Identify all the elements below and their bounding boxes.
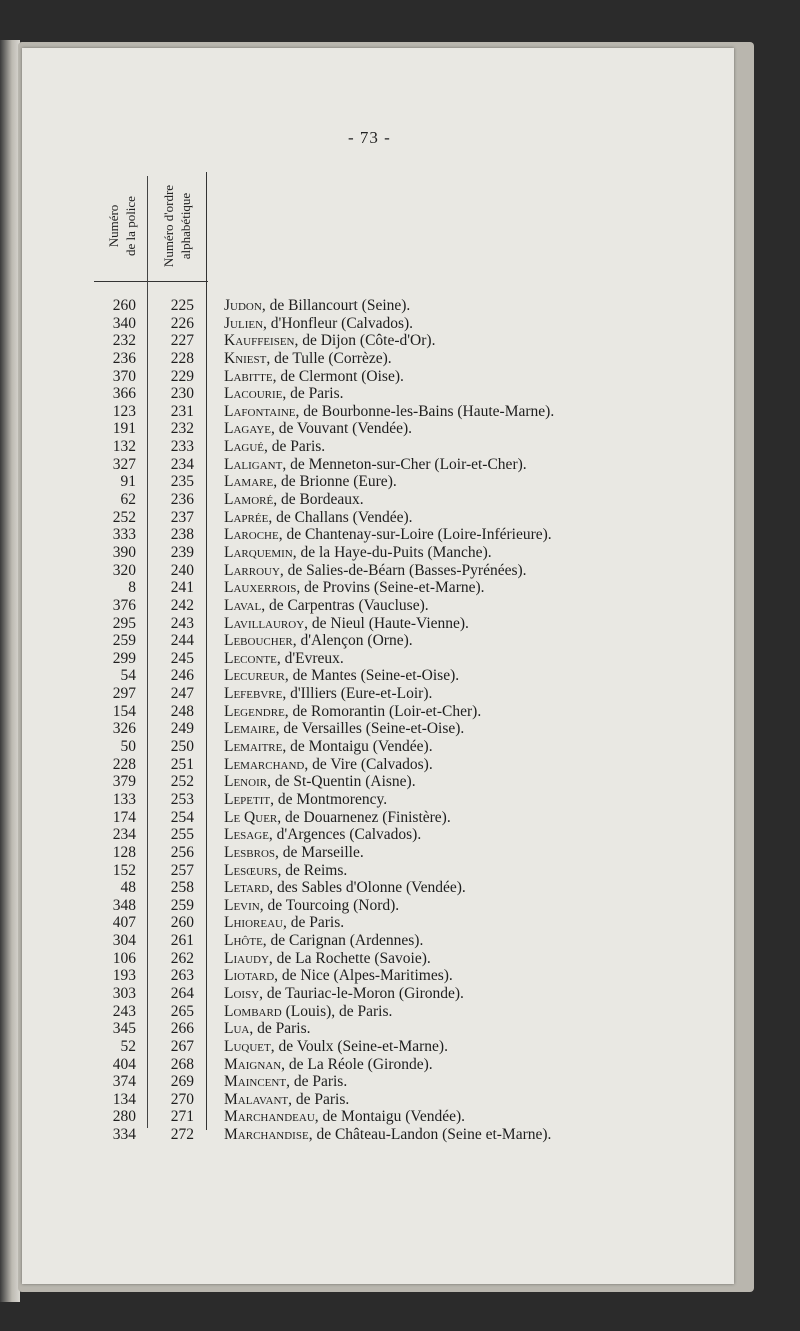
table-row bbox=[0, 738, 800, 756]
entry-location: , d'Argences (Calvados). bbox=[268, 826, 422, 844]
alphabetical-number: 233 bbox=[170, 438, 194, 456]
entry-surname: Lesbros bbox=[224, 843, 276, 861]
entry-location: , de Carignan (Ardennes). bbox=[262, 932, 424, 950]
entry-surname: Loisy bbox=[224, 984, 260, 1002]
entry-surname: Lhôte bbox=[224, 932, 263, 950]
entry-text bbox=[224, 420, 412, 438]
table-row bbox=[0, 1108, 800, 1126]
table-row bbox=[0, 368, 800, 386]
entry-surname: Le Quer bbox=[224, 808, 278, 826]
entry-text bbox=[224, 703, 481, 721]
alphabetical-number: 241 bbox=[170, 579, 194, 597]
entry-text bbox=[224, 826, 421, 844]
header-ordre-line2: alphabétique bbox=[178, 192, 193, 260]
entry-location: , de Château-Landon (Seine et-Marne). bbox=[308, 1126, 552, 1144]
police-number: 327 bbox=[112, 455, 136, 473]
entry-location: , de Dijon (Côte-d'Or). bbox=[294, 332, 436, 350]
entry-surname: Lavillauroy bbox=[224, 614, 305, 632]
entry-location: , de Nieul (Haute-Vienne). bbox=[304, 614, 469, 632]
entry-location: , de Montaigu (Vendée). bbox=[282, 738, 433, 756]
alphabetical-number: 252 bbox=[170, 773, 194, 791]
table-row bbox=[0, 526, 800, 544]
entry-surname: Letard bbox=[224, 879, 270, 897]
entry-surname: Larrouy bbox=[224, 561, 280, 579]
entry-surname: Lepetit bbox=[224, 790, 271, 808]
police-number: 345 bbox=[112, 1020, 136, 1038]
police-number: 62 bbox=[120, 491, 136, 509]
header-police-line2: de la police bbox=[123, 196, 139, 256]
entry-text bbox=[224, 1038, 448, 1056]
police-number: 232 bbox=[112, 332, 136, 350]
table-row bbox=[0, 473, 800, 491]
entry-text bbox=[224, 950, 431, 968]
police-number: 326 bbox=[112, 720, 136, 738]
table-row bbox=[0, 897, 800, 915]
alphabetical-number: 231 bbox=[170, 402, 194, 420]
police-number: 366 bbox=[112, 385, 136, 403]
table-row bbox=[0, 1126, 800, 1144]
entry-location: , de Challans (Vendée). bbox=[268, 508, 413, 526]
table-row bbox=[0, 544, 800, 562]
entry-location: , de Mantes (Seine-et-Oise). bbox=[284, 667, 460, 685]
alphabetical-number: 249 bbox=[170, 720, 194, 738]
entry-surname: Lesage bbox=[224, 826, 269, 844]
alphabetical-number: 251 bbox=[170, 755, 194, 773]
table-row bbox=[0, 297, 800, 315]
alphabetical-number: 238 bbox=[170, 526, 194, 544]
police-number: 407 bbox=[112, 914, 136, 932]
entry-location: , de Vire (Calvados). bbox=[304, 755, 433, 773]
alphabetical-number: 253 bbox=[170, 790, 194, 808]
table-row bbox=[0, 1020, 800, 1038]
entry-surname: Laroche bbox=[224, 526, 279, 544]
entry-location: , de La Rochette (Savoie). bbox=[268, 949, 431, 967]
entry-text bbox=[224, 738, 433, 756]
alphabetical-number: 268 bbox=[170, 1055, 194, 1073]
alphabetical-number: 245 bbox=[170, 649, 194, 667]
police-number: 48 bbox=[120, 879, 136, 897]
police-number: 106 bbox=[112, 949, 136, 967]
entry-location: , de Chantenay-sur-Loire (Loire-Inférieure). bbox=[278, 526, 552, 544]
entry-surname: Lefebvre bbox=[224, 685, 283, 703]
police-number: 252 bbox=[112, 508, 136, 526]
entry-location: , de Marseille. bbox=[275, 843, 364, 861]
alphabetical-number: 230 bbox=[170, 385, 194, 403]
police-number: 154 bbox=[112, 702, 136, 720]
entry-location: , de Bourbonne-les-Bains (Haute-Marne). bbox=[295, 402, 555, 420]
police-number: 404 bbox=[112, 1055, 136, 1073]
table-row bbox=[0, 632, 800, 650]
table-row bbox=[0, 579, 800, 597]
alphabetical-number: 240 bbox=[170, 561, 194, 579]
entry-surname: Legendre bbox=[224, 702, 285, 720]
police-number: 123 bbox=[112, 402, 136, 420]
entry-text bbox=[224, 632, 413, 650]
entry-text bbox=[224, 932, 423, 950]
entry-text bbox=[224, 562, 527, 580]
police-number: 370 bbox=[112, 367, 136, 385]
entry-surname: Lafontaine bbox=[224, 402, 296, 420]
alphabetical-number: 269 bbox=[170, 1073, 194, 1091]
entry-surname: Maignan bbox=[224, 1055, 282, 1073]
header-police-line1: Numéro bbox=[106, 204, 122, 248]
entry-text bbox=[224, 809, 451, 827]
entry-text bbox=[224, 1126, 551, 1144]
police-number: 52 bbox=[120, 1037, 136, 1055]
entry-text bbox=[224, 509, 413, 527]
alphabetical-number: 259 bbox=[170, 896, 194, 914]
table-row bbox=[0, 562, 800, 580]
police-number: 193 bbox=[112, 967, 136, 985]
entry-location: , de Tourcoing (Nord). bbox=[259, 896, 400, 914]
table-row bbox=[0, 879, 800, 897]
table-row bbox=[0, 932, 800, 950]
entry-text bbox=[224, 526, 552, 544]
entry-surname: Kauffeisen bbox=[224, 332, 295, 350]
police-number: 299 bbox=[112, 649, 136, 667]
entry-surname: Laval bbox=[224, 596, 262, 614]
table-row bbox=[0, 985, 800, 1003]
alphabetical-number: 265 bbox=[170, 1002, 194, 1020]
police-number: 320 bbox=[112, 561, 136, 579]
entry-location: , de Versailles (Seine-et-Oise). bbox=[275, 720, 465, 738]
police-number: 54 bbox=[120, 667, 136, 685]
entry-surname: Lemaire bbox=[224, 720, 276, 738]
table-row bbox=[0, 862, 800, 880]
entry-surname: Lacourie bbox=[224, 385, 283, 403]
entry-location: , de Menneton-sur-Cher (Loir-et-Cher). bbox=[282, 455, 527, 473]
table-row bbox=[0, 1056, 800, 1074]
entry-text bbox=[224, 914, 344, 932]
table-row bbox=[0, 914, 800, 932]
table-row bbox=[0, 1038, 800, 1056]
entry-text bbox=[224, 862, 347, 880]
entry-text bbox=[224, 1020, 311, 1038]
alphabetical-number: 272 bbox=[170, 1126, 194, 1144]
entry-location: , de Reims. bbox=[277, 861, 348, 879]
police-number: 152 bbox=[112, 861, 136, 879]
entry-location: , de Montaigu (Vendée). bbox=[314, 1108, 466, 1126]
entry-location: , de Tauriac-le-Moron (Gironde). bbox=[259, 984, 464, 1002]
alphabetical-number: 250 bbox=[170, 738, 194, 756]
alphabetical-number: 257 bbox=[170, 861, 194, 879]
entry-location: , de Douarnenez (Finistère). bbox=[277, 808, 451, 826]
entry-location: , de la Haye-du-Puits (Manche). bbox=[292, 543, 492, 561]
table-row bbox=[0, 597, 800, 615]
entry-location: , de St-Quentin (Aisne). bbox=[267, 773, 416, 791]
entry-surname: Leboucher bbox=[224, 632, 293, 650]
entry-surname: Lombard bbox=[224, 1002, 282, 1020]
entry-text bbox=[224, 385, 344, 403]
police-number: 8 bbox=[128, 579, 136, 597]
police-number: 374 bbox=[112, 1073, 136, 1091]
table-row bbox=[0, 720, 800, 738]
police-number: 260 bbox=[112, 297, 136, 314]
police-number: 280 bbox=[112, 1108, 136, 1126]
entry-surname: Kniest bbox=[224, 349, 267, 367]
entry-location: , d'Honfleur (Calvados). bbox=[263, 314, 414, 332]
alphabetical-number: 255 bbox=[170, 826, 194, 844]
entry-text bbox=[224, 332, 435, 350]
entry-text bbox=[224, 685, 432, 703]
entry-surname: Lagué bbox=[224, 438, 265, 456]
table-row bbox=[0, 967, 800, 985]
table-row bbox=[0, 844, 800, 862]
entry-location: , de Voulx (Seine-et-Marne). bbox=[270, 1037, 448, 1055]
page-number: - 73 - bbox=[348, 128, 391, 147]
alphabetical-number: 258 bbox=[170, 879, 194, 897]
police-number: 340 bbox=[112, 314, 136, 332]
entry-location: , de Paris. bbox=[264, 438, 326, 456]
entry-location: , de Vouvant (Vendée). bbox=[270, 420, 412, 438]
entry-surname: Liaudy bbox=[224, 949, 269, 967]
entry-surname: Laprée bbox=[224, 508, 269, 526]
entry-surname: Lemaitre bbox=[224, 738, 283, 756]
entry-text bbox=[224, 579, 485, 597]
entry-text bbox=[224, 297, 410, 315]
entries-list bbox=[0, 297, 800, 1144]
police-number: 134 bbox=[112, 1090, 136, 1108]
header-police-number bbox=[96, 172, 148, 280]
entry-surname: Lemarchand bbox=[224, 755, 305, 773]
entry-text bbox=[224, 844, 364, 862]
table-row bbox=[0, 615, 800, 633]
police-number: 236 bbox=[112, 349, 136, 367]
police-number: 243 bbox=[112, 1002, 136, 1020]
police-number: 297 bbox=[112, 685, 136, 703]
table-row bbox=[0, 791, 800, 809]
entry-text bbox=[224, 1056, 433, 1074]
entry-surname: Lamare bbox=[224, 473, 274, 491]
entry-location: , de Paris. bbox=[286, 1073, 348, 1091]
entry-text bbox=[224, 985, 464, 1003]
alphabetical-number: 264 bbox=[170, 984, 194, 1002]
table-row bbox=[0, 826, 800, 844]
alphabetical-number: 226 bbox=[170, 314, 194, 332]
entry-location: , de Paris. bbox=[249, 1020, 311, 1038]
table-row bbox=[0, 315, 800, 333]
alphabetical-number: 270 bbox=[170, 1090, 194, 1108]
entry-location: , de Bordeaux. bbox=[273, 491, 364, 509]
alphabetical-number: 228 bbox=[170, 349, 194, 367]
entry-location: , de Clermont (Oise). bbox=[272, 367, 404, 385]
entry-surname: Laligant bbox=[224, 455, 283, 473]
alphabetical-number: 261 bbox=[170, 932, 194, 950]
alphabetical-number: 244 bbox=[170, 632, 194, 650]
table-row bbox=[0, 438, 800, 456]
alphabetical-number: 227 bbox=[170, 332, 194, 350]
police-number: 333 bbox=[112, 526, 136, 544]
alphabetical-number: 232 bbox=[170, 420, 194, 438]
entry-surname: Marchandise bbox=[224, 1126, 309, 1144]
entry-text bbox=[224, 791, 387, 809]
entry-location: , de Paris. bbox=[282, 385, 344, 403]
alphabetical-number: 267 bbox=[170, 1037, 194, 1055]
alphabetical-number: 262 bbox=[170, 949, 194, 967]
table-row bbox=[0, 703, 800, 721]
entry-location: , de Salies-de-Béarn (Basses-Pyrénées). bbox=[279, 561, 527, 579]
header-rule bbox=[94, 281, 208, 282]
entry-location: , de Carpentras (Vaucluse). bbox=[261, 596, 429, 614]
alphabetical-number: 263 bbox=[170, 967, 194, 985]
entry-text bbox=[224, 544, 492, 562]
table-row bbox=[0, 1003, 800, 1021]
entry-location: (Louis), de Paris. bbox=[281, 1002, 393, 1020]
entry-text bbox=[224, 756, 433, 774]
police-number: 133 bbox=[112, 790, 136, 808]
table-row bbox=[0, 350, 800, 368]
table-row bbox=[0, 1091, 800, 1109]
police-number: 50 bbox=[120, 738, 136, 756]
entry-text bbox=[224, 473, 397, 491]
police-number: 295 bbox=[112, 614, 136, 632]
alphabetical-number: 266 bbox=[170, 1020, 194, 1038]
table-row bbox=[0, 420, 800, 438]
police-number: 379 bbox=[112, 773, 136, 791]
entry-location: , de Paris. bbox=[288, 1090, 350, 1108]
table-row bbox=[0, 491, 800, 509]
entry-text bbox=[224, 1003, 392, 1021]
entry-text bbox=[224, 897, 399, 915]
entry-text bbox=[224, 615, 469, 633]
entry-text bbox=[224, 1091, 349, 1109]
alphabetical-number: 234 bbox=[170, 455, 194, 473]
entry-surname: Julien bbox=[224, 314, 264, 332]
entry-location: , de Provins (Seine-et-Marne). bbox=[296, 579, 485, 597]
table-row bbox=[0, 756, 800, 774]
entry-text bbox=[224, 438, 325, 456]
police-number: 132 bbox=[112, 438, 136, 456]
entry-location: , de Montmorency. bbox=[270, 790, 388, 808]
alphabetical-number: 246 bbox=[170, 667, 194, 685]
table-row bbox=[0, 773, 800, 791]
police-number: 348 bbox=[112, 896, 136, 914]
police-number: 91 bbox=[120, 473, 136, 491]
entry-location: , de Romorantin (Loir-et-Cher). bbox=[284, 702, 482, 720]
alphabetical-number: 235 bbox=[170, 473, 194, 491]
entry-surname: Marchandeau bbox=[224, 1108, 315, 1126]
entry-text bbox=[224, 720, 464, 738]
alphabetical-number: 243 bbox=[170, 614, 194, 632]
entry-surname: Lenoir bbox=[224, 773, 268, 791]
police-number: 228 bbox=[112, 755, 136, 773]
entry-text bbox=[224, 350, 392, 368]
alphabetical-number: 237 bbox=[170, 508, 194, 526]
entry-text bbox=[224, 879, 466, 897]
entry-location: , d'Illiers (Eure-et-Loir). bbox=[282, 685, 433, 703]
entry-surname: Lua bbox=[224, 1020, 250, 1038]
alphabetical-number: 229 bbox=[170, 367, 194, 385]
police-number: 259 bbox=[112, 632, 136, 650]
entry-text bbox=[224, 1073, 347, 1091]
table-row bbox=[0, 650, 800, 668]
table-row bbox=[0, 950, 800, 968]
entry-location: , de Tulle (Corrèze). bbox=[266, 349, 392, 367]
entry-text bbox=[224, 597, 429, 615]
table-row bbox=[0, 667, 800, 685]
entry-text bbox=[224, 403, 554, 421]
entry-surname: Larquemin bbox=[224, 543, 293, 561]
entry-text bbox=[224, 967, 453, 985]
entry-text bbox=[224, 650, 344, 668]
table-row bbox=[0, 332, 800, 350]
entry-location: , des Sables d'Olonne (Vendée). bbox=[269, 879, 466, 897]
entry-surname: Leconte bbox=[224, 649, 277, 667]
alphabetical-number: 256 bbox=[170, 843, 194, 861]
police-number: 174 bbox=[112, 808, 136, 826]
police-number: 191 bbox=[112, 420, 136, 438]
police-number: 234 bbox=[112, 826, 136, 844]
entry-surname: Lesœurs bbox=[224, 861, 278, 879]
header-alphabetical-number bbox=[148, 172, 206, 280]
entry-text bbox=[224, 368, 404, 386]
entry-surname: Lamoré bbox=[224, 491, 274, 509]
table-row bbox=[0, 509, 800, 527]
entry-surname: Judon bbox=[224, 297, 262, 314]
entry-text bbox=[224, 456, 527, 474]
entry-location: , de La Réole (Gironde). bbox=[281, 1055, 433, 1073]
alphabetical-number: 247 bbox=[170, 685, 194, 703]
entry-location: , de Paris. bbox=[282, 914, 345, 932]
entry-surname: Luquet bbox=[224, 1037, 271, 1055]
police-number: 376 bbox=[112, 596, 136, 614]
alphabetical-number: 260 bbox=[170, 914, 194, 932]
table-row bbox=[0, 1073, 800, 1091]
alphabetical-number: 239 bbox=[170, 543, 194, 561]
police-number: 303 bbox=[112, 984, 136, 1002]
alphabetical-number: 242 bbox=[170, 596, 194, 614]
alphabetical-number: 225 bbox=[170, 297, 194, 314]
alphabetical-number: 254 bbox=[170, 808, 194, 826]
alphabetical-number: 271 bbox=[170, 1108, 194, 1126]
entry-location: , de Billancourt (Seine). bbox=[261, 297, 411, 314]
police-number: 334 bbox=[112, 1126, 136, 1144]
entry-text bbox=[224, 315, 413, 333]
police-number: 304 bbox=[112, 932, 136, 950]
entry-surname: Lhioreau bbox=[224, 914, 283, 932]
entry-surname: Lecureur bbox=[224, 667, 285, 685]
table-row bbox=[0, 403, 800, 421]
table-row bbox=[0, 385, 800, 403]
entry-location: , d'Alençon (Orne). bbox=[292, 632, 413, 650]
entry-surname: Levin bbox=[224, 896, 260, 914]
entry-surname: Liotard bbox=[224, 967, 275, 985]
table-row bbox=[0, 685, 800, 703]
police-number: 390 bbox=[112, 543, 136, 561]
entry-text bbox=[224, 773, 416, 791]
entry-text bbox=[224, 667, 459, 685]
alphabetical-number: 248 bbox=[170, 702, 194, 720]
entry-surname: Lagaye bbox=[224, 420, 271, 438]
entry-surname: Labitte bbox=[224, 367, 273, 385]
entry-location: , d'Evreux. bbox=[276, 649, 344, 667]
entry-surname: Lauxerrois bbox=[224, 579, 297, 597]
entry-text bbox=[224, 1108, 465, 1126]
police-number: 128 bbox=[112, 843, 136, 861]
alphabetical-number: 236 bbox=[170, 491, 194, 509]
table-row bbox=[0, 456, 800, 474]
entry-surname: Maincent bbox=[224, 1073, 287, 1091]
header-ordre-line1: Numéro d'ordre bbox=[161, 184, 176, 268]
entry-surname: Malavant bbox=[224, 1090, 289, 1108]
table-row bbox=[0, 809, 800, 827]
entry-location: , de Brionne (Eure). bbox=[273, 473, 397, 491]
entry-text bbox=[224, 491, 364, 509]
entry-location: , de Nice (Alpes-Maritimes). bbox=[274, 967, 453, 985]
